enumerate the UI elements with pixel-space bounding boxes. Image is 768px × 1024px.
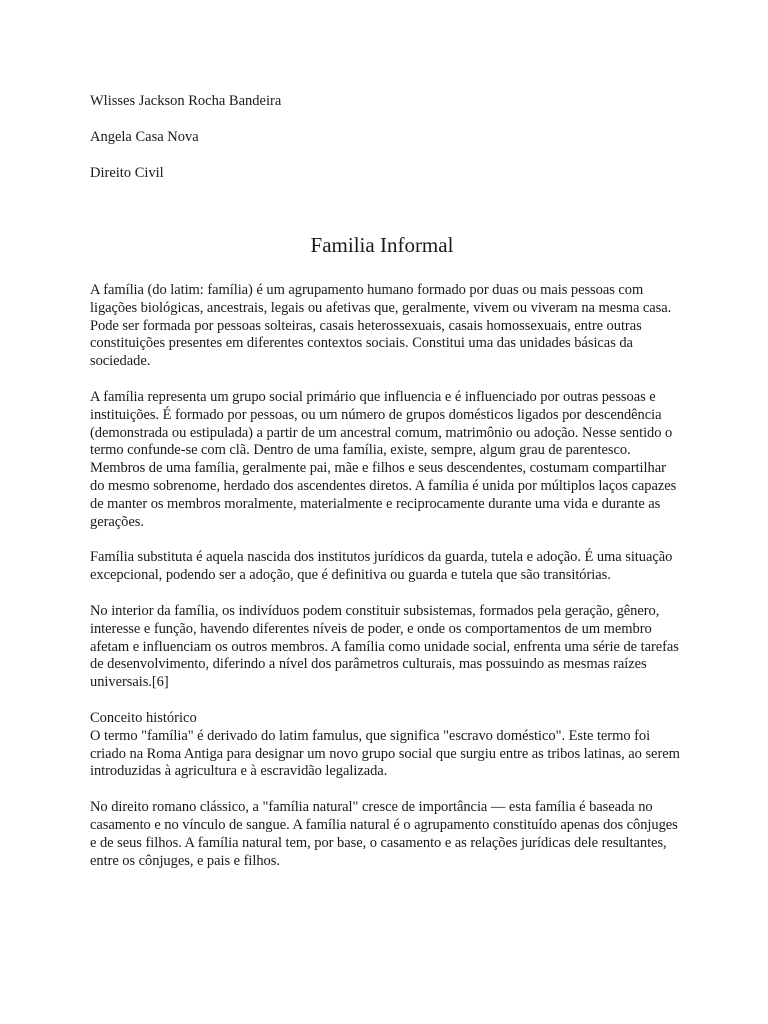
document-page — [90, 92, 680, 888]
document-title: Familia Informal — [310, 233, 454, 257]
paragraph-etymology: O termo "família" é derivado do latim famulus, que significa "escravo doméstico". Este termo foi criado na Roma Antiga para designar um novo grupo social que surgiu entre as tribos latinas, ao serem introduzidas à agricultura e à escravidão legalizada. — [90, 727, 680, 780]
paragraph-subsystems: No interior da família, os indivíduos podem constituir subsistemas, formados pela geração, gênero, interesse e função, havendo diferentes níveis de poder, e onde os comportamentos de um membro afetam e influenciam os outros membros. A família como unidade social, enfrenta uma série de tarefas de desenvolvimento, diferindo a nível dos parâmetros culturais, mas possuindo as mesmas raízes universais.[6] — [90, 602, 679, 691]
paragraph-roman-law: No direito romano clássico, a "família natural" cresce de importância — esta família é baseada no casamento e no vínculo de sangue. A família natural é o agrupamento constituído apenas dos cônjuges e de seus filhos. A família natural tem, por base, o casamento e as relações jurídicas dele resultantes, entre os cônjuges, e pais e filhos. — [90, 799, 678, 869]
professor-name: Angela Casa Nova — [90, 129, 199, 145]
author-name: Wlisses Jackson Rocha Bandeira — [90, 93, 282, 109]
paragraph-definition: A família (do latim: família) é um agrupamento humano formado por duas ou mais pessoas com ligações biológicas, ancestrais, legais ou afetivas que, geralmente, vivem ou viveram na mesma casa. Pode ser formada por pessoas solteiras, casais heterossexuais, casais homossexuais, entre outras constituições presentes em diferentes contextos sociais. Constitui uma das unidades básicas da sociedade. — [90, 282, 672, 370]
paragraph-substitute-family: Família substituta é aquela nascida dos institutos jurídicos da guarda, tutela e adoção. É uma situação excepcional, podendo ser a adoção, que é definitiva ou guarda e tutela que são transitórias. — [90, 549, 673, 584]
section-historical-concept — [90, 710, 680, 870]
course-name: Direito Civil — [90, 165, 164, 181]
section-heading: Conceito histórico — [90, 709, 197, 726]
paragraph-social-group: A família representa um grupo social primário que influencia e é influenciado por outras pessoas e instituições. É formado por pessoas, ou um número de grupos domésticos ligados por descendência (demonstrada ou estipulada) a partir de um ancestral comum, matrimônio ou adoção. Nesse sentido o termo confunde-se com clã. Dentro de uma família, existe, sempre, algum grau de parentesco. Membros de uma família, geralmente pai, mãe e filhos e seus descendentes, costumam compartilhar do mesmo sobrenome, herdado dos ascendentes diretos. A família é unida por múltiplos laços capazes de manter os membros moralmente, materialmente e reciprocamente durante uma vida e durante as gerações. — [90, 388, 677, 530]
